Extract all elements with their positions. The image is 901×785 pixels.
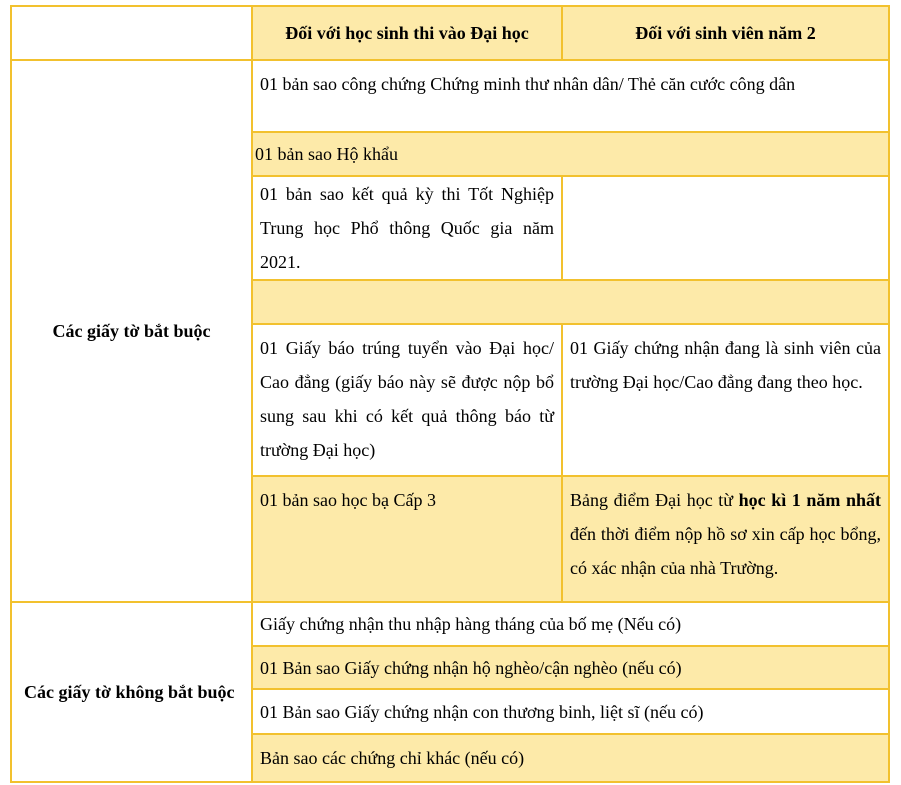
other-certs-cell: Bản sao các chứng chỉ khác (nếu có) (252, 734, 889, 782)
exam-result-cell: 01 bản sao kết quả kỳ thi Tốt Nghiệp Trung học Phổ thông Quốc gia năm 2021. (252, 176, 562, 280)
required-docs-label: Các giấy tờ bắt buộc (11, 60, 252, 602)
documents-table (10, 5, 890, 783)
household-cell: 01 bản sao Hộ khẩu (252, 132, 889, 176)
transcript-sv-bold: học kì 1 năm nhất (738, 490, 881, 510)
header-corner-cell (11, 6, 252, 60)
war-invalid-cell: 01 Bản sao Giấy chứng nhận con thương binh, liệt sĩ (nếu có) (252, 689, 889, 734)
header-second-year: Đối với sinh viên năm 2 (562, 6, 889, 60)
optional-docs-label: Các giấy tờ không bắt buộc (11, 602, 252, 782)
empty-separator-cell (252, 280, 889, 324)
row-income (11, 602, 889, 646)
transcript-sv-suffix: đến thời điểm nộp hồ sơ xin cấp học bổng, có xác nhận của nhà Trường. (570, 524, 881, 578)
income-cell: Giấy chứng nhận thu nhập hàng tháng của bố mẹ (Nếu có) (252, 602, 889, 646)
documents-table-wrapper (10, 5, 890, 783)
admission-notice-cell: 01 Giấy báo trúng tuyển vào Đại học/ Cao đẳng (giấy báo này sẽ được nộp bổ sung sau khi có kết quả thông báo từ trường Đại học) (252, 324, 562, 476)
transcript-hs-cell: 01 bản sao học bạ Cấp 3 (252, 476, 562, 602)
header-high-school: Đối với học sinh thi vào Đại học (252, 6, 562, 60)
transcript-sv-cell (562, 476, 889, 602)
header-row (11, 6, 889, 60)
id-card-cell: 01 bản sao công chứng Chứng minh thư nhân dân/ Thẻ căn cước công dân (252, 60, 889, 132)
student-certificate-cell: 01 Giấy chứng nhận đang là sinh viên của trường Đại học/Cao đẳng đang theo học. (562, 324, 889, 476)
exam-result-empty-cell (562, 176, 889, 280)
poor-household-cell: 01 Bản sao Giấy chứng nhận hộ nghèo/cận nghèo (nếu có) (252, 646, 889, 689)
row-id-card (11, 60, 889, 132)
transcript-sv-prefix: Bảng điểm Đại học từ (570, 490, 739, 510)
